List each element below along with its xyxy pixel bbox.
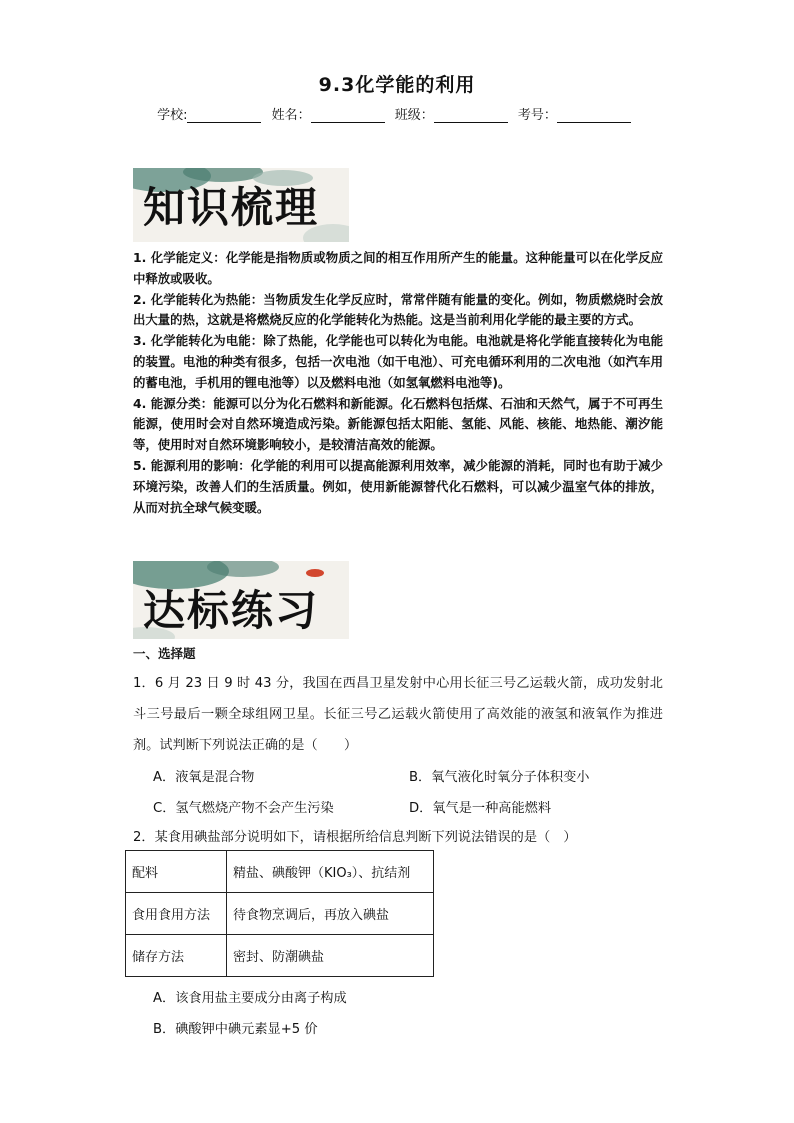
practice-banner	[133, 561, 349, 639]
question-1-stem: 1．6 月 23 日 9 时 43 分，我国在西昌卫星发射中心用长征三号乙运载火箭，成功发射北斗三号最后一颗全球组网卫星。长征三号乙运载火箭使用了高效能的液氢和液氧作为推进剂。试判断下列说法正确的是（ ）	[133, 676, 663, 753]
table-cell: 待食物烹调后，再放入碘盐	[227, 893, 434, 935]
knowledge-item: 3. 化学能转化为电能：除了热能，化学能也可以转化为电能。电池就是将化学能直接转化为电能的装置。电池的种类有很多，包括一次电池（如干电池）、可充电循环利用的二次电池（如汽车用的蓄电池，手机用的锂电池等）以及燃料电池（如氢氧燃料电池等)。	[133, 333, 663, 390]
q2-option-b[interactable]: B．碘酸钾中碘元素显+5 价	[153, 1022, 318, 1037]
class-blank[interactable]	[434, 108, 508, 123]
exam-number-label: 考号：	[517, 108, 557, 123]
table-cell: 食用食用方法	[126, 893, 227, 935]
table-row	[126, 851, 434, 893]
exam-number-blank[interactable]	[557, 108, 631, 123]
q2-option-a[interactable]: A．该食用盐主要成分由离子构成	[153, 991, 347, 1006]
knowledge-item: 1. 化学能定义：化学能是指物质或物质之间的相互作用所产生的能量。这种能量可以在化学反应中释放或吸收。	[133, 250, 663, 286]
table-cell: 精盐、碘酸钾（KIO₃）、抗结剂	[227, 851, 434, 893]
question-2-stem: 2．某食用碘盐部分说明如下，请根据所给信息判断下列说法错误的是（ ）	[133, 830, 577, 845]
q1-option-c[interactable]: C．氢气燃烧产物不会产生污染	[153, 801, 334, 816]
table-cell: 储存方法	[126, 935, 227, 977]
school-label: 学校:	[157, 108, 188, 123]
table-row	[126, 935, 434, 977]
q1-option-d[interactable]: D．氧气是一种高能燃料	[409, 801, 552, 816]
name-blank[interactable]	[311, 108, 385, 123]
table-row	[126, 893, 434, 935]
section-heading: 一、选择题	[133, 646, 196, 661]
page-title: 9.3化学能的利用	[318, 74, 476, 96]
name-label: 姓名：	[271, 108, 311, 123]
table-cell: 密封、防潮碘盐	[227, 935, 434, 977]
knowledge-item: 4. 能源分类：能源可以分为化石燃料和新能源。化石燃料包括煤、石油和天然气，属于不可再生能源，使用时会对自然环境造成污染。新能源包括太阳能、氢能、风能、核能、地热能、潮汐能等，使用时对自然环境影响较小，是较清洁高效的能源。	[133, 395, 663, 453]
knowledge-item: 5. 能源利用的影响：化学能的利用可以提高能源利用效率，减少能源的消耗，同时也有助于减少环境污染，改善人们的生活质量。例如，使用新能源替代化石燃料，可以减少温室气体的排放，从而对抗全球气候变暖。	[133, 457, 663, 515]
student-info-line	[0, 104, 794, 123]
q1-option-a[interactable]: A．液氧是混合物	[153, 770, 255, 785]
knowledge-content	[133, 248, 663, 518]
school-blank[interactable]	[187, 108, 261, 123]
knowledge-banner	[133, 168, 349, 242]
knowledge-item: 2. 化学能转化为热能：当物质发生化学反应时，常常伴随有能量的变化。例如，物质燃烧时会放出大量的热，这就是将燃烧反应的化学能转化为热能。这是当前利用化学能的最主要的方式。	[133, 291, 663, 328]
practice-banner-title: 达标练习	[143, 586, 320, 635]
q1-option-b[interactable]: B．氧气液化时氧分子体积变小	[409, 770, 590, 785]
class-label: 班级：	[394, 108, 434, 123]
knowledge-banner-title: 知识梳理	[143, 183, 320, 232]
iodized-salt-table	[125, 850, 434, 977]
table-cell: 配料	[126, 851, 227, 893]
